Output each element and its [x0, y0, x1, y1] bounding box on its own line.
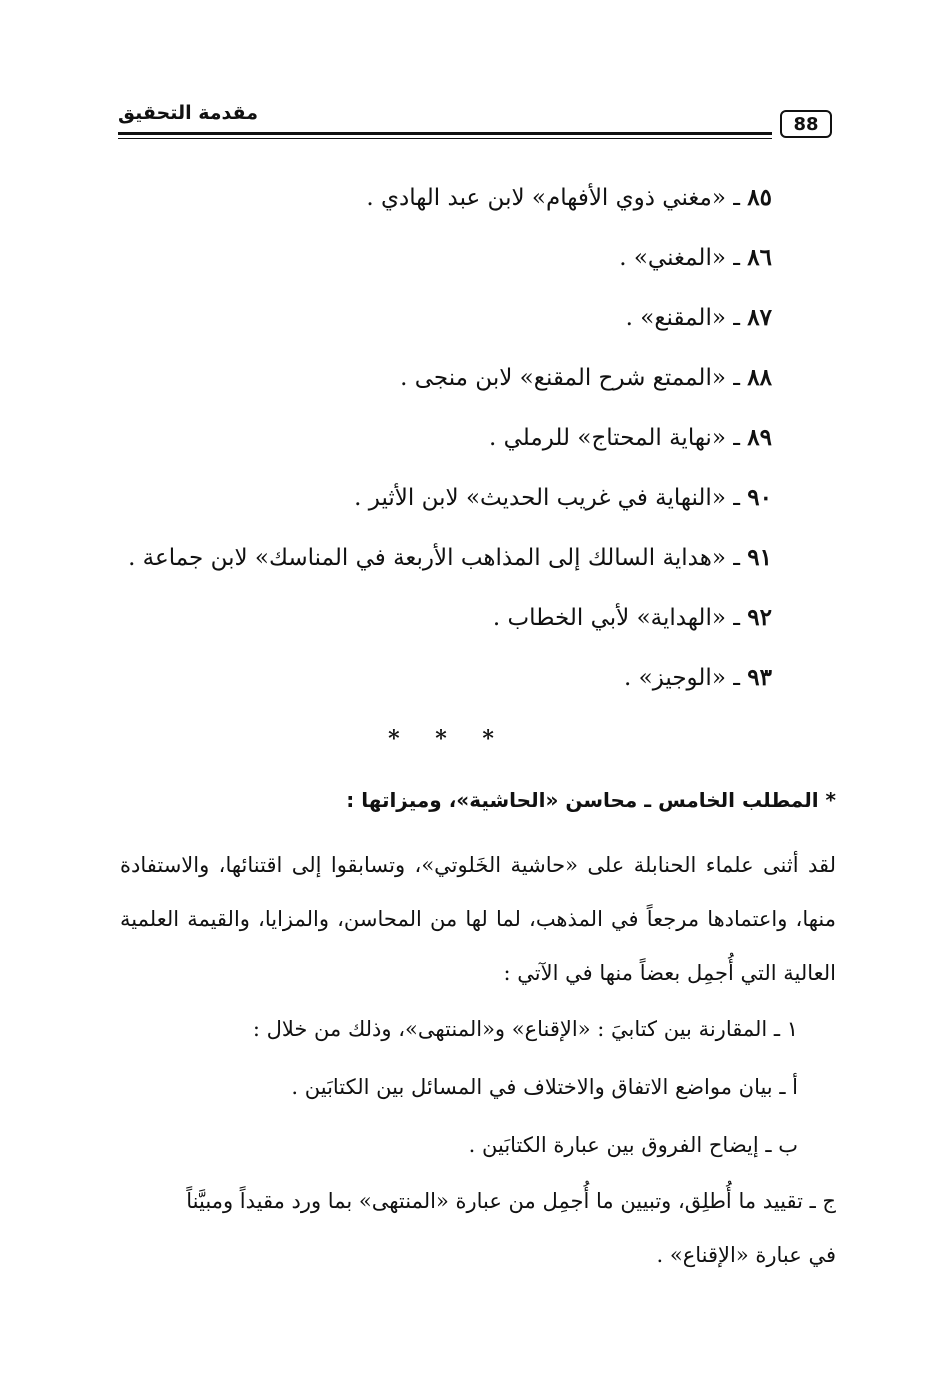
- reference-list: [120, 168, 772, 708]
- sub-point-a: أ ـ بيان مواضع الاتفاق والاختلاف في المسائل بين الكتابَين .: [291, 1075, 798, 1099]
- list-item: ٨٩ ـ «نهاية المحتاج» للرملي .: [489, 424, 772, 451]
- item-number: ٨٩: [747, 424, 772, 451]
- item-text: «المغني» .: [619, 245, 726, 271]
- item-text: «المقنع» .: [625, 305, 726, 331]
- point-1: ١ ـ المقارنة بين كتابيَ : «الإقناع» و«المنتهى»، وذلك من خلال :: [252, 1017, 798, 1041]
- list-item: ٩١ ـ «هداية السالك إلى المذاهب الأربعة في المناسك» لابن جماعة .: [128, 544, 772, 571]
- item-number: ٩٣: [747, 664, 772, 691]
- list-item: ٨٧ ـ «المقنع» .: [625, 304, 772, 331]
- list-item: ٩٣ ـ «الوجيز» .: [624, 664, 772, 691]
- item-number: ٩٢: [747, 604, 772, 631]
- item-text: «الممتع شرح المقنع» لابن منجى .: [400, 365, 726, 391]
- item-number: ٩٠: [747, 484, 772, 511]
- item-text: «الوجيز» .: [624, 665, 726, 691]
- running-title: مقدمة التحقيق: [118, 102, 258, 124]
- sub-point-c-line2: في عبارة «الإقناع» .: [656, 1243, 836, 1267]
- item-number: ٨٦: [747, 244, 772, 271]
- sub-point-c-line1: ج ـ تقييد ما أُطلِق، وتبيين ما أُجمِل من عبارة «المنتهى» بما ورد مقيداً ومبيَّناً: [186, 1189, 836, 1213]
- list-item: ٨٨ ـ «الممتع شرح المقنع» لابن منجى .: [400, 364, 772, 391]
- item-number: ٨٨: [747, 364, 772, 391]
- item-text: «الهداية» لأبي الخطاب .: [492, 605, 726, 631]
- sub-point-b: ب ـ إيضاح الفروق بين عبارة الكتابَين .: [468, 1133, 798, 1157]
- header-rule-thick: [118, 132, 772, 135]
- item-number: ٨٥: [747, 184, 772, 211]
- list-item: ٩٠ ـ «النهاية في غريب الحديث» لابن الأثير .: [354, 484, 772, 511]
- sub-point-c: [120, 1174, 836, 1282]
- section-heading: * المطلب الخامس ـ محاسن «الحاشية»، وميزاتها :: [346, 788, 836, 812]
- section-separator: * * *: [388, 726, 508, 752]
- header-rule-thin: [118, 138, 772, 139]
- intro-paragraph: لقد أثنى علماء الحنابلة على «حاشية الخَلوتي»، وتسابقوا إلى اقتنائها، والاستفادة منها، واعتمادها مرجعاً في المذهب، لما لها من المحاسن، والمزايا، والقيمة العلمية العالية التي أُجمِل بعضاً منها في الآتي :: [120, 853, 836, 985]
- item-number: ٩١: [747, 544, 772, 571]
- item-number: ٨٧: [747, 304, 772, 331]
- item-text: «مغني ذوي الأفهام» لابن عبد الهادي .: [366, 185, 726, 211]
- list-item: ٩٢ ـ «الهداية» لأبي الخطاب .: [492, 604, 772, 631]
- list-item: ٨٦ ـ «المغني» .: [619, 244, 772, 271]
- page-header: [118, 92, 832, 150]
- item-text: «نهاية المحتاج» للرملي .: [489, 425, 726, 451]
- list-item: ٨٥ ـ «مغني ذوي الأفهام» لابن عبد الهادي .: [366, 184, 772, 211]
- page-number-box: 88: [780, 110, 832, 138]
- item-text: «النهاية في غريب الحديث» لابن الأثير .: [354, 485, 726, 511]
- page-body: [120, 168, 836, 1282]
- item-text: «هداية السالك إلى المذاهب الأربعة في المناسك» لابن جماعة .: [128, 545, 726, 571]
